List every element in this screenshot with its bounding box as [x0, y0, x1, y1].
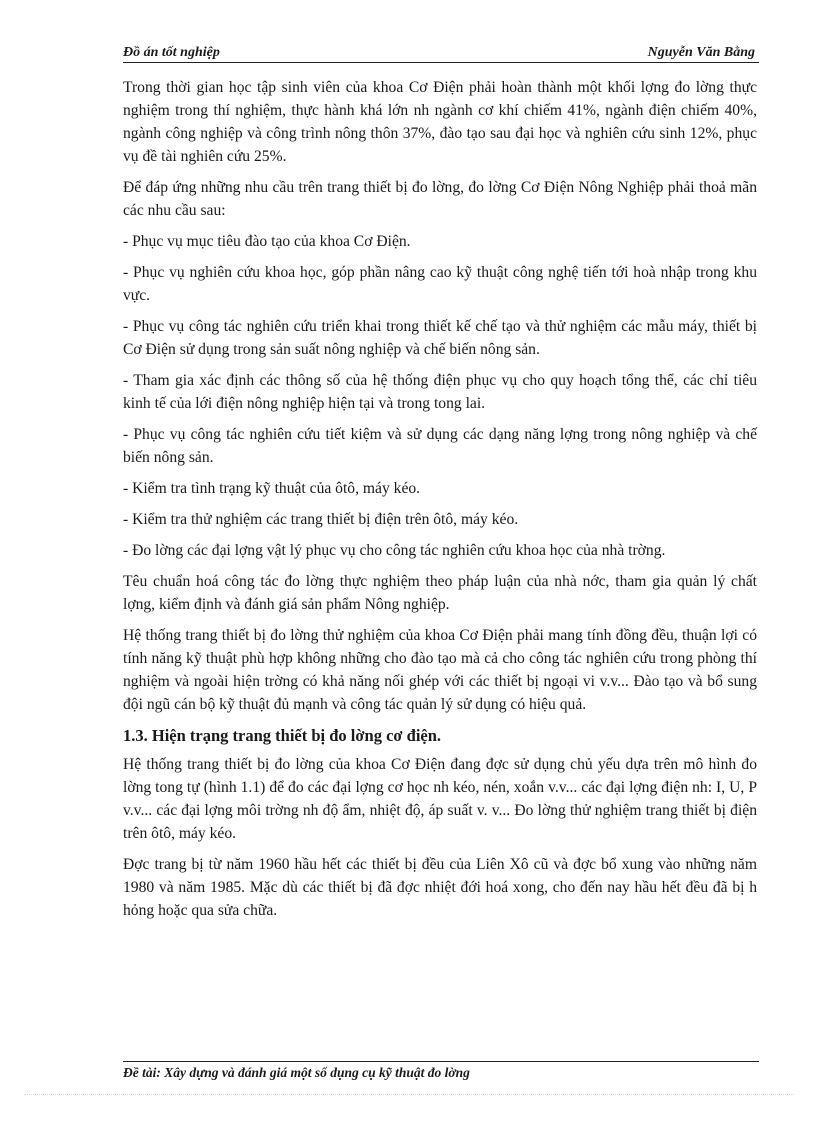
body-paragraph: Hệ thống trang thiết bị đo lờng của khoa Cơ Điện đang đợc sử dụng chủ yếu dựa trên mô hình đo lờng tong tự (hình 1.1) để đo các đại lợng cơ học nh kéo, nén, xoắn v.v... các đại lợng điện nh: I, U, P v.v... các đại lợng môi trờng nh độ ẩm, nhiệt độ, áp suất v. v... Đo lờng thử nghiệm trang thiết bị điện trên ôtô, máy kéo.: [123, 756, 757, 842]
footer-divider: [123, 1061, 759, 1062]
body-paragraph: Trong thời gian học tập sinh viên của khoa Cơ Điện phải hoàn thành một khối lợng đo lờng thực nghiệm trong thí nghiệm, thực hành khá lớn nh ngành cơ khí chiếm 41%, ngành điện chiếm 40%, ngành công nghiệp và công trình nông thôn 37%, đào tạo sau đại học và nghiên cứu sinh 12%, phục vụ đề tài nghiên cứu 25%.: [123, 79, 757, 165]
list-item: - Kiểm tra thử nghiệm các trang thiết bị điện trên ôtô, máy kéo.: [123, 511, 519, 528]
list-item: - Phục vụ công tác nghiên cứu tiết kiệm và sử dụng các dạng năng lợng trong nông nghiệp và chế biến nông sản.: [123, 426, 757, 466]
body-paragraph: Để đáp ứng những nhu cầu trên trang thiết bị đo lờng, đo lờng Cơ Điện Nông Nghiệp phải thoả mãn các nhu cầu sau:: [123, 179, 757, 219]
list-item: - Phục vụ công tác nghiên cứu triển khai trong thiết kế chế tạo và thử nghiệm các mẫu máy, thiết bị Cơ Điện sử dụng trong sản suất nông nghiệp và chế biến nông sản.: [123, 318, 757, 358]
body-paragraph: Hệ thống trang thiết bị đo lờng thử nghiệm của khoa Cơ Điện phải mang tính đồng đều, thuận lợi có tính năng kỹ thuật phù hợp không những cho đào tạo mà cả cho công tác nghiên cứu trong phòng thí nghiệm và ngoài hiện trờng có khả năng nối ghép với các thiết bị ngoại vi v.v... Đào tạo và bổ sung đội ngũ cán bộ kỹ thuật đủ mạnh và công tác quản lý sử dụng có hiệu quả.: [123, 627, 757, 713]
page-footer: [123, 1064, 759, 1080]
list-item: - Đo lờng các đại lợng vật lý phục vụ cho công tác nghiên cứu khoa học của nhà trờng.: [123, 542, 666, 559]
document-body: [123, 76, 757, 930]
list-item: - Phục vụ nghiên cứu khoa học, góp phần nâng cao kỹ thuật công nghệ tiến tới hoà nhập trong khu vực.: [123, 264, 757, 304]
header-author-name: Nguyễn Văn Bằng: [647, 45, 755, 60]
list-item: - Phục vụ mục tiêu đào tạo của khoa Cơ Điện.: [123, 233, 411, 250]
body-paragraph: Đợc trang bị từ năm 1960 hầu hết các thiết bị đều của Liên Xô cũ và đợc bổ xung vào những năm 1980 và năm 1985. Mặc dù các thiết bị đã đợc nhiệt đới hoá xong, cho đến nay hầu hết đều đã bị h hỏng hoặc qua sửa chữa.: [123, 856, 757, 919]
list-item: - Tham gia xác định các thông số của hệ thống điện phục vụ cho quy hoạch tổng thể, các chỉ tiêu kinh tế của lới điện nông nghiệp hiện tại và trong tong lai.: [123, 372, 757, 412]
body-paragraph: Têu chuẩn hoá công tác đo lờng thực nghiệm theo pháp luận của nhà nớc, tham gia quản lý chất lợng, kiểm định và đánh giá sản phẩm Nông nghiệp.: [123, 573, 757, 613]
footer-topic: Đề tài: Xây dựng và đánh giá một số dụng cụ kỹ thuật đo lờng: [123, 1065, 470, 1080]
page-header: [123, 44, 759, 63]
list-item: - Kiểm tra tình trạng kỹ thuật của ôtô, máy kéo.: [123, 480, 421, 497]
page-bottom-edge: [24, 1094, 794, 1095]
section-heading: 1.3. Hiện trạng trang thiết bị đo lờng cơ điện.: [123, 726, 442, 745]
header-left-title: Đồ án tốt nghiệp: [123, 45, 220, 60]
